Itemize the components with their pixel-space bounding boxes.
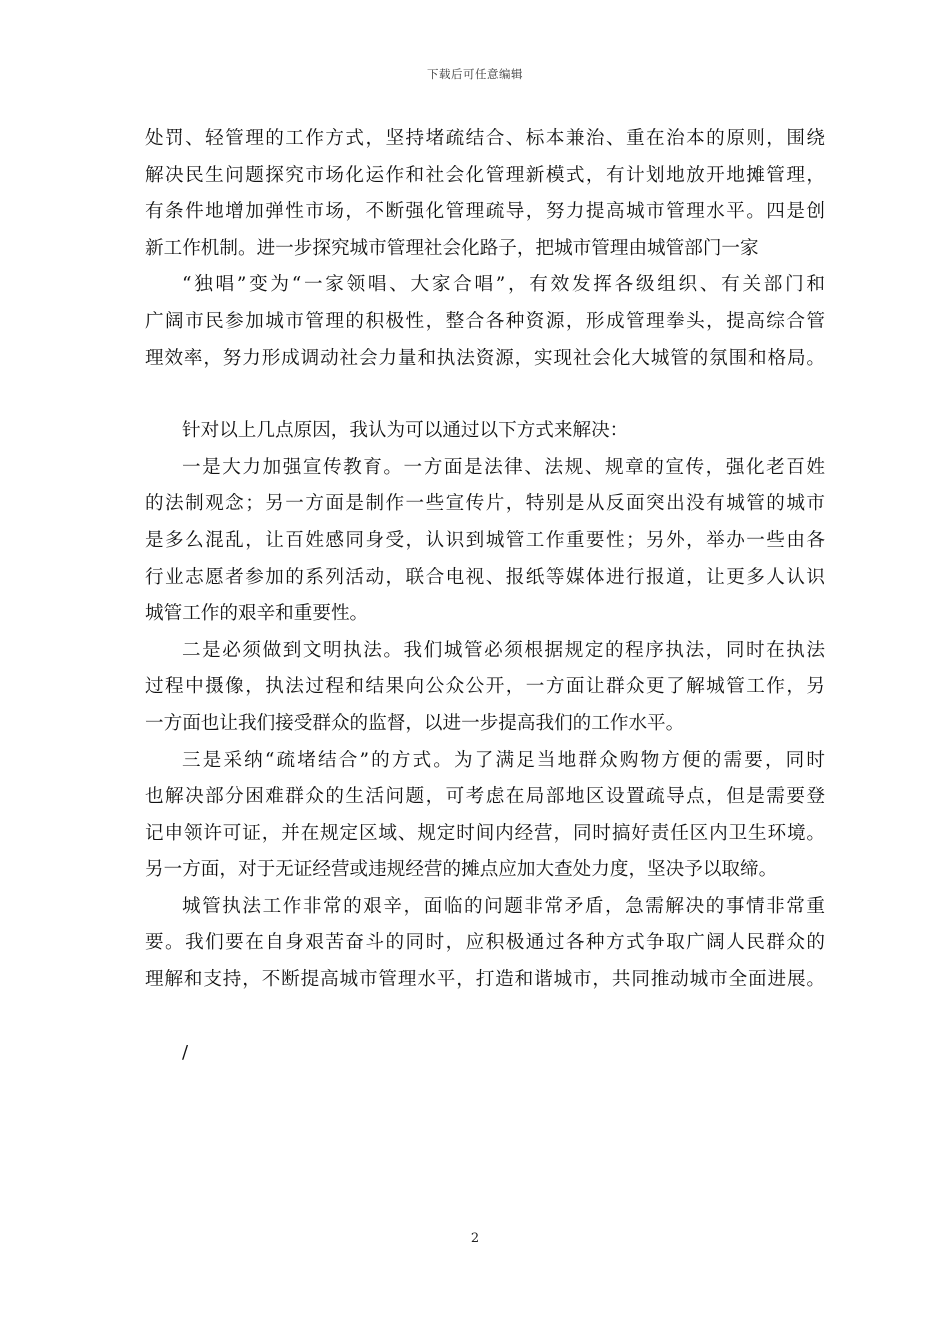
text-line: 一是大力加强宣传教育。一方面是法律、法规、规章的宣传，强化老百姓 bbox=[182, 456, 825, 478]
text-line: 城管工作的艰辛和重要性。 bbox=[145, 603, 369, 625]
paragraph-gap bbox=[145, 999, 825, 1035]
text-line: 理解和支持，不断提高城市管理水平，打造和谐城市，共同推动城市全面进展。 bbox=[145, 969, 825, 991]
trailing-mark: / bbox=[182, 1041, 189, 1063]
text-line: 一方面也让我们接受群众的监督，以进一步提高我们的工作水平。 bbox=[145, 712, 685, 734]
text-line: 处罚、轻管理的工作方式，坚持堵疏结合、标本兼治、重在治本的原则，围绕 bbox=[145, 128, 825, 149]
paragraph-gap bbox=[145, 377, 825, 413]
text-line: 二是必须做到文明执法。我们城管必须根据规定的程序执法，同时在执法 bbox=[182, 639, 825, 661]
text-line: 新工作机制。进一步探究城市管理社会化路子，把城市管理由城管部门一家 bbox=[145, 237, 759, 259]
text-line: 解决民生问题探究市场化运作和社会化管理新模式，有计划地放开地摊管理， bbox=[145, 164, 825, 186]
text-line: 也解决部分困难群众的生活问题，可考虑在局部地区设置疏导点，但是需要登 bbox=[145, 786, 825, 808]
paragraph-point-one bbox=[145, 450, 825, 633]
paragraph-point-three bbox=[145, 743, 825, 889]
text-line: 要。我们要在自身艰苦奋斗的同时，应积极通过各种方式争取广阔人民群众的 bbox=[145, 932, 825, 954]
text-line: 另一方面，对于无证经营或违规经营的摊点应加大查处力度，坚决予以取缔。 bbox=[145, 859, 778, 881]
paragraph-continuation bbox=[145, 121, 825, 377]
text-line: 过程中摄像，执法过程和结果向公众公开，一方面让群众更了解城管工作，另 bbox=[145, 676, 825, 698]
text-line: 有条件地增加弹性市场，不断强化管理疏导，努力提高城市管理水平。四是创 bbox=[145, 201, 825, 223]
page-number: 2 bbox=[470, 1231, 480, 1246]
text-line: 三是采纳“疏堵结合”的方式。为了满足当地群众购物方便的需要，同时 bbox=[182, 749, 825, 771]
text-line: 是多么混乱，让百姓感同身受，认识到城管工作重要性；另外，举办一些由各 bbox=[145, 529, 825, 551]
text-line: 记申领许可证，并在规定区域、规定时间内经营，同时搞好责任区内卫生环境。 bbox=[145, 822, 825, 844]
text-line: 的法制观念；另一方面是制作一些宣传片，特别是从反面突出没有城管的城市 bbox=[145, 493, 825, 515]
text-line: 行业志愿者参加的系列活动，联合电视、报纸等媒体进行报道，让更多人认识 bbox=[145, 566, 825, 588]
intro-paragraph: 针对以上几点原因，我认为可以通过以下方式来解决： bbox=[182, 420, 629, 442]
paragraph-conclusion bbox=[145, 889, 825, 999]
document-body bbox=[145, 121, 825, 1071]
page-header: 下载后可任意编辑 bbox=[427, 67, 523, 81]
paragraph-point-two bbox=[145, 633, 825, 743]
text-line: 广阔市民参加城市管理的积极性，整合各种资源，形成管理拳头，提高综合管 bbox=[145, 310, 825, 332]
text-line: 城管执法工作非常的艰辛，面临的问题非常矛盾，急需解决的事情非常重 bbox=[182, 895, 825, 917]
text-line: 理效率，努力形成调动社会力量和执法资源，实现社会化大城管的氛围和格局。 bbox=[145, 347, 825, 369]
text-line: “独唱”变为“一家领唱、大家合唱”，有效发挥各级组织、有关部门和 bbox=[182, 274, 825, 296]
